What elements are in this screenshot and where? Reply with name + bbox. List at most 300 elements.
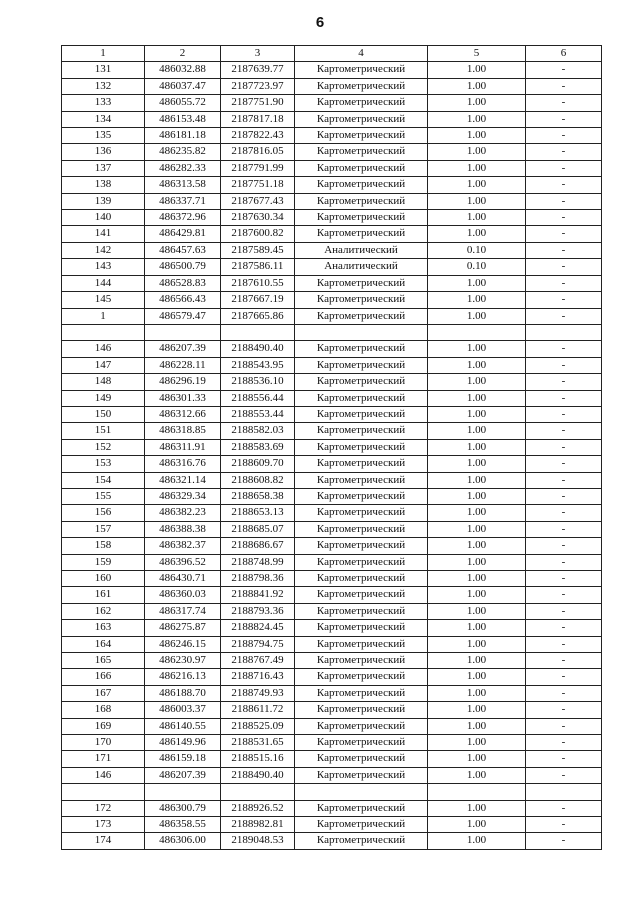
table-cell: Картометрический — [295, 669, 428, 685]
table-cell: 1.00 — [428, 685, 526, 701]
table-cell: Картометрический — [295, 357, 428, 373]
table-cell: Картометрический — [295, 341, 428, 357]
table-cell: 486313.58 — [145, 177, 221, 193]
table-cell: - — [526, 702, 602, 718]
table-cell: Картометрический — [295, 160, 428, 176]
table-cell: 2187610.55 — [221, 275, 295, 291]
table-cell: 153 — [62, 456, 145, 472]
table-cell: - — [526, 259, 602, 275]
table-cell: 486207.39 — [145, 767, 221, 783]
table-cell: 2187589.45 — [221, 242, 295, 258]
table-cell: 162 — [62, 603, 145, 619]
table-cell: - — [526, 685, 602, 701]
table-cell: 1.00 — [428, 800, 526, 816]
table-cell: 1.00 — [428, 128, 526, 144]
table-cell: 486235.82 — [145, 144, 221, 160]
table-cell: 1.00 — [428, 144, 526, 160]
table-row — [62, 210, 602, 226]
table-cell: 486358.55 — [145, 817, 221, 833]
table-cell: - — [526, 472, 602, 488]
table-cell: 486579.47 — [145, 308, 221, 324]
table-row — [62, 669, 602, 685]
table-cell: 1.00 — [428, 374, 526, 390]
table-cell: 1.00 — [428, 735, 526, 751]
table-cell: 2187600.82 — [221, 226, 295, 242]
table-cell: - — [526, 817, 602, 833]
table-cell: 2187816.05 — [221, 144, 295, 160]
table-cell: 1.00 — [428, 78, 526, 94]
table-cell: 172 — [62, 800, 145, 816]
table-cell: 169 — [62, 718, 145, 734]
table-cell: 1.00 — [428, 521, 526, 537]
table-cell: 147 — [62, 357, 145, 373]
table-cell: 2187751.90 — [221, 95, 295, 111]
table-cell: Картометрический — [295, 308, 428, 324]
table-cell: Картометрический — [295, 603, 428, 619]
table-cell: 1.00 — [428, 111, 526, 127]
table-cell: 154 — [62, 472, 145, 488]
table-cell: 2188525.09 — [221, 718, 295, 734]
table-row — [62, 488, 602, 504]
table-row — [62, 226, 602, 242]
table-cell: - — [526, 456, 602, 472]
table-cell — [526, 784, 602, 800]
table-cell: - — [526, 374, 602, 390]
table-row — [62, 685, 602, 701]
table-cell: 2187723.97 — [221, 78, 295, 94]
table-cell: 486140.55 — [145, 718, 221, 734]
table-cell: 1.00 — [428, 488, 526, 504]
table-cell: 2188583.69 — [221, 439, 295, 455]
table-cell: - — [526, 275, 602, 291]
table-cell: 486312.66 — [145, 406, 221, 422]
table-cell: 2188608.82 — [221, 472, 295, 488]
table-cell: 486149.96 — [145, 735, 221, 751]
table-row — [62, 702, 602, 718]
table-cell: Картометрический — [295, 636, 428, 652]
table-cell: 486207.39 — [145, 341, 221, 357]
table-cell: 132 — [62, 78, 145, 94]
table-cell: 486037.47 — [145, 78, 221, 94]
table-cell: 1.00 — [428, 406, 526, 422]
table-row — [62, 62, 602, 78]
table-cell: 1.00 — [428, 702, 526, 718]
table-cell — [145, 784, 221, 800]
table-cell: 159 — [62, 554, 145, 570]
table-row — [62, 521, 602, 537]
table-cell: 486500.79 — [145, 259, 221, 275]
table-row — [62, 242, 602, 258]
table-cell: 0.10 — [428, 242, 526, 258]
table-row — [62, 603, 602, 619]
table-cell: Картометрический — [295, 570, 428, 586]
column-header: 1 — [62, 46, 145, 62]
table-cell — [62, 784, 145, 800]
table-row — [62, 324, 602, 340]
table-cell: 2188716.43 — [221, 669, 295, 685]
table-cell: - — [526, 735, 602, 751]
table-cell: 486055.72 — [145, 95, 221, 111]
table-row — [62, 784, 602, 800]
table-cell: 486329.34 — [145, 488, 221, 504]
table-cell: Картометрический — [295, 521, 428, 537]
table-cell: 1.00 — [428, 439, 526, 455]
table-cell: - — [526, 521, 602, 537]
table-cell: Картометрический — [295, 292, 428, 308]
table-cell: 1.00 — [428, 653, 526, 669]
table-cell: Картометрический — [295, 653, 428, 669]
table-cell: - — [526, 308, 602, 324]
table-cell: 2188556.44 — [221, 390, 295, 406]
table-row — [62, 144, 602, 160]
table-cell: 137 — [62, 160, 145, 176]
table-cell: 2187639.77 — [221, 62, 295, 78]
table-cell: 486316.76 — [145, 456, 221, 472]
table-cell: 1.00 — [428, 620, 526, 636]
table-cell: 1.00 — [428, 308, 526, 324]
table-cell: 1.00 — [428, 423, 526, 439]
table-cell: 486032.88 — [145, 62, 221, 78]
table-row — [62, 587, 602, 603]
table-cell — [62, 324, 145, 340]
table-cell: Картометрический — [295, 817, 428, 833]
table-cell — [526, 324, 602, 340]
table-cell: 1.00 — [428, 292, 526, 308]
table-cell: 171 — [62, 751, 145, 767]
table-cell: Картометрический — [295, 718, 428, 734]
table-cell: Картометрический — [295, 177, 428, 193]
table-cell: 167 — [62, 685, 145, 701]
column-header: 2 — [145, 46, 221, 62]
table-cell: Картометрический — [295, 735, 428, 751]
table-cell: Картометрический — [295, 620, 428, 636]
table-cell: 163 — [62, 620, 145, 636]
table-cell: 141 — [62, 226, 145, 242]
table-cell: 134 — [62, 111, 145, 127]
table-cell: Картометрический — [295, 439, 428, 455]
table-cell: 1.00 — [428, 390, 526, 406]
table-row — [62, 95, 602, 111]
table-cell: Картометрический — [295, 95, 428, 111]
table-cell: 1 — [62, 308, 145, 324]
table-cell: - — [526, 193, 602, 209]
table-cell: Картометрический — [295, 193, 428, 209]
table-cell: Картометрический — [295, 767, 428, 783]
table-row — [62, 177, 602, 193]
table-cell: 1.00 — [428, 177, 526, 193]
table-cell: 2188582.03 — [221, 423, 295, 439]
table-cell: 174 — [62, 833, 145, 849]
table-cell: 142 — [62, 242, 145, 258]
table-cell: Картометрический — [295, 374, 428, 390]
table-cell: Картометрический — [295, 275, 428, 291]
table-cell: 1.00 — [428, 456, 526, 472]
table-cell: 1.00 — [428, 603, 526, 619]
table-cell: 2188794.75 — [221, 636, 295, 652]
table-cell: - — [526, 210, 602, 226]
table-cell: 2188543.95 — [221, 357, 295, 373]
table-cell: 1.00 — [428, 538, 526, 554]
table-cell: Картометрический — [295, 751, 428, 767]
table-cell: 486230.97 — [145, 653, 221, 669]
table-cell: - — [526, 406, 602, 422]
table-cell: Картометрический — [295, 702, 428, 718]
table-row — [62, 800, 602, 816]
table-cell: 152 — [62, 439, 145, 455]
table-cell: 486360.03 — [145, 587, 221, 603]
table-cell: - — [526, 95, 602, 111]
table-cell — [145, 324, 221, 340]
table-cell: Картометрический — [295, 587, 428, 603]
table-row — [62, 620, 602, 636]
table-cell: - — [526, 833, 602, 849]
table-cell: 2189048.53 — [221, 833, 295, 849]
table-cell: 2188490.40 — [221, 341, 295, 357]
table-cell: 156 — [62, 505, 145, 521]
table-cell: 486246.15 — [145, 636, 221, 652]
table-cell: 149 — [62, 390, 145, 406]
table-cell: - — [526, 242, 602, 258]
table-cell: 2188841.92 — [221, 587, 295, 603]
table-cell — [295, 784, 428, 800]
table-header-row — [62, 46, 602, 62]
table-cell: 2187586.11 — [221, 259, 295, 275]
table-row — [62, 570, 602, 586]
table-cell: - — [526, 603, 602, 619]
table-row — [62, 767, 602, 783]
table-cell: 160 — [62, 570, 145, 586]
table-cell: - — [526, 636, 602, 652]
table-cell: 148 — [62, 374, 145, 390]
table-cell: 1.00 — [428, 554, 526, 570]
table-cell: Картометрический — [295, 456, 428, 472]
table-cell: 151 — [62, 423, 145, 439]
table-cell: 486300.79 — [145, 800, 221, 816]
table-row — [62, 390, 602, 406]
table-cell: 1.00 — [428, 472, 526, 488]
table-cell: 486396.52 — [145, 554, 221, 570]
table-row — [62, 751, 602, 767]
table-cell: 143 — [62, 259, 145, 275]
table-cell: - — [526, 177, 602, 193]
table-cell: 2188531.65 — [221, 735, 295, 751]
table-cell: - — [526, 587, 602, 603]
table-row — [62, 833, 602, 849]
table-cell: 2188653.13 — [221, 505, 295, 521]
table-cell: 1.00 — [428, 505, 526, 521]
table-cell: 131 — [62, 62, 145, 78]
table-cell: 1.00 — [428, 341, 526, 357]
table-cell: 146 — [62, 341, 145, 357]
table-cell: 486317.74 — [145, 603, 221, 619]
table-cell: Картометрический — [295, 472, 428, 488]
table-row — [62, 292, 602, 308]
table-cell: - — [526, 653, 602, 669]
table-cell: 2188490.40 — [221, 767, 295, 783]
table-cell: 157 — [62, 521, 145, 537]
table-cell: Картометрический — [295, 226, 428, 242]
table-row — [62, 78, 602, 94]
table-cell: 2187817.18 — [221, 111, 295, 127]
table-cell: 486311.91 — [145, 439, 221, 455]
table-cell: 2188767.49 — [221, 653, 295, 669]
table-cell: Картометрический — [295, 685, 428, 701]
table-cell: - — [526, 505, 602, 521]
table-cell: - — [526, 357, 602, 373]
table-cell: Картометрический — [295, 800, 428, 816]
table-cell: - — [526, 538, 602, 554]
table-cell: 138 — [62, 177, 145, 193]
table-cell: 145 — [62, 292, 145, 308]
column-header: 6 — [526, 46, 602, 62]
table-row — [62, 341, 602, 357]
table-row — [62, 653, 602, 669]
table-cell: 161 — [62, 587, 145, 603]
table-cell — [428, 784, 526, 800]
table-cell: - — [526, 390, 602, 406]
page-number: 6 — [315, 14, 325, 31]
table-row — [62, 160, 602, 176]
table-cell: 1.00 — [428, 817, 526, 833]
table-cell: - — [526, 341, 602, 357]
table-cell: 170 — [62, 735, 145, 751]
table-cell: 158 — [62, 538, 145, 554]
table-cell: 2188749.93 — [221, 685, 295, 701]
table-cell: Картометрический — [295, 78, 428, 94]
column-header: 3 — [221, 46, 295, 62]
table-cell: 2188609.70 — [221, 456, 295, 472]
table-cell: 2188536.10 — [221, 374, 295, 390]
table-cell: - — [526, 570, 602, 586]
table-cell: 486382.37 — [145, 538, 221, 554]
table-cell: 486430.71 — [145, 570, 221, 586]
table-cell: 1.00 — [428, 226, 526, 242]
table-cell: 1.00 — [428, 193, 526, 209]
table-cell: - — [526, 292, 602, 308]
table-cell: 173 — [62, 817, 145, 833]
table-cell: 486282.33 — [145, 160, 221, 176]
table-cell: 2188793.36 — [221, 603, 295, 619]
table-cell: 1.00 — [428, 587, 526, 603]
table-cell: 1.00 — [428, 570, 526, 586]
table-cell: - — [526, 620, 602, 636]
table-cell: - — [526, 226, 602, 242]
table-cell: Картометрический — [295, 111, 428, 127]
table-cell: 139 — [62, 193, 145, 209]
table-cell: - — [526, 767, 602, 783]
table-cell: 1.00 — [428, 160, 526, 176]
table-cell: 486457.63 — [145, 242, 221, 258]
table-cell: 486321.14 — [145, 472, 221, 488]
table-row — [62, 275, 602, 291]
table-cell: 1.00 — [428, 767, 526, 783]
table-row — [62, 406, 602, 422]
table-cell: 1.00 — [428, 669, 526, 685]
table-cell: 486188.70 — [145, 685, 221, 701]
table-cell: 486275.87 — [145, 620, 221, 636]
table-row — [62, 439, 602, 455]
table-cell: Картометрический — [295, 488, 428, 504]
table-cell: 0.10 — [428, 259, 526, 275]
table-cell: 1.00 — [428, 833, 526, 849]
table-cell: 486528.83 — [145, 275, 221, 291]
table-cell: - — [526, 488, 602, 504]
table-cell: 486306.00 — [145, 833, 221, 849]
table-cell: 150 — [62, 406, 145, 422]
table-cell: 2188824.45 — [221, 620, 295, 636]
table-cell: - — [526, 718, 602, 734]
table-cell: 2187665.86 — [221, 308, 295, 324]
table-cell: 486429.81 — [145, 226, 221, 242]
table-cell: Картометрический — [295, 210, 428, 226]
table-row — [62, 636, 602, 652]
table-cell: 2188798.36 — [221, 570, 295, 586]
table-cell: - — [526, 439, 602, 455]
table-cell: 486159.18 — [145, 751, 221, 767]
table-cell: 486216.13 — [145, 669, 221, 685]
table-row — [62, 308, 602, 324]
table-cell: 155 — [62, 488, 145, 504]
column-header: 5 — [428, 46, 526, 62]
table-cell: - — [526, 144, 602, 160]
table-cell: - — [526, 160, 602, 176]
table-cell: Картометрический — [295, 390, 428, 406]
table-cell: 2188658.38 — [221, 488, 295, 504]
table-cell: 133 — [62, 95, 145, 111]
table-row — [62, 193, 602, 209]
table-row — [62, 423, 602, 439]
table-body — [62, 62, 602, 849]
table-cell: 1.00 — [428, 751, 526, 767]
table-cell: - — [526, 554, 602, 570]
table-cell: 165 — [62, 653, 145, 669]
table-cell: 1.00 — [428, 95, 526, 111]
table-row — [62, 538, 602, 554]
table-cell: 136 — [62, 144, 145, 160]
table-cell: 486318.85 — [145, 423, 221, 439]
table-cell: 166 — [62, 669, 145, 685]
table-cell: 2188611.72 — [221, 702, 295, 718]
table-cell: 486382.23 — [145, 505, 221, 521]
table-cell: 146 — [62, 767, 145, 783]
table-cell: 1.00 — [428, 275, 526, 291]
table-row — [62, 472, 602, 488]
table-row — [62, 505, 602, 521]
table-cell: 486372.96 — [145, 210, 221, 226]
table-cell: 486296.19 — [145, 374, 221, 390]
table-cell: - — [526, 62, 602, 78]
table-cell: 486301.33 — [145, 390, 221, 406]
table-cell: 2187791.99 — [221, 160, 295, 176]
table-cell: - — [526, 111, 602, 127]
table-cell: 486181.18 — [145, 128, 221, 144]
table-cell: 1.00 — [428, 357, 526, 373]
table-cell: 2188982.81 — [221, 817, 295, 833]
table-row — [62, 111, 602, 127]
table-cell: 140 — [62, 210, 145, 226]
table-row — [62, 817, 602, 833]
table-cell: 1.00 — [428, 62, 526, 78]
table-cell: 2188515.16 — [221, 751, 295, 767]
table-cell: Картометрический — [295, 538, 428, 554]
table-cell — [221, 324, 295, 340]
table-row — [62, 735, 602, 751]
table-cell: 2188748.99 — [221, 554, 295, 570]
table-cell: 486153.48 — [145, 111, 221, 127]
table-cell: 164 — [62, 636, 145, 652]
table-cell: 2188685.07 — [221, 521, 295, 537]
table-cell: Картометрический — [295, 833, 428, 849]
